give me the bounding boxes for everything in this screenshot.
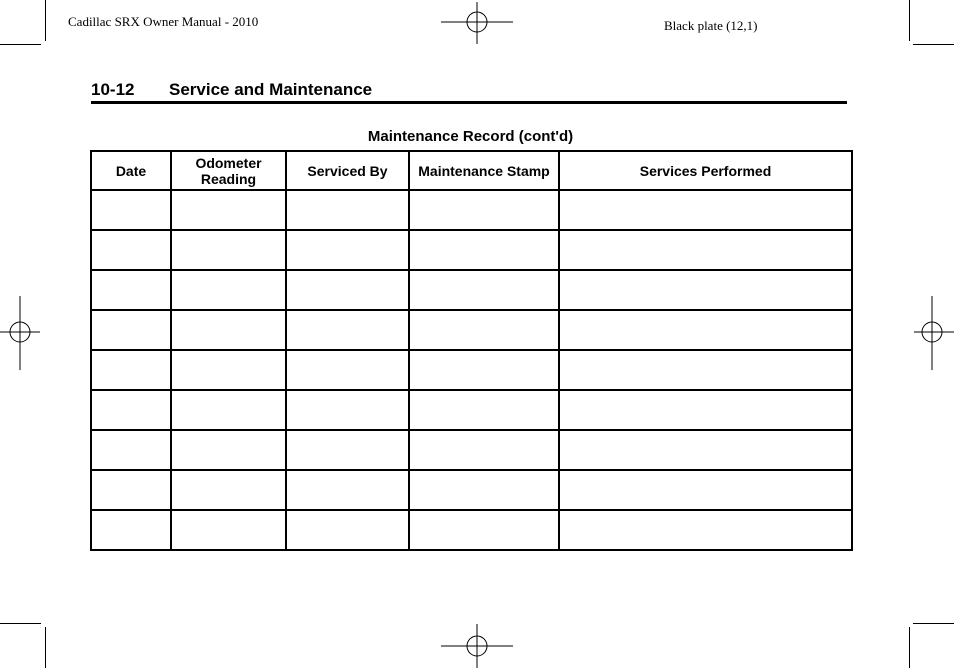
serviced-by-cell bbox=[286, 510, 409, 550]
maintenance-stamp-cell bbox=[409, 230, 559, 270]
section-heading bbox=[91, 80, 372, 100]
table-row bbox=[91, 390, 852, 430]
maintenance-stamp-cell bbox=[409, 270, 559, 310]
odometer-cell bbox=[171, 470, 286, 510]
column-header-date: Date bbox=[91, 151, 171, 190]
odometer-cell bbox=[171, 190, 286, 230]
services-performed-cell bbox=[559, 230, 852, 270]
odometer-cell bbox=[171, 310, 286, 350]
serviced-by-cell bbox=[286, 350, 409, 390]
table-row bbox=[91, 230, 852, 270]
table-body bbox=[91, 190, 852, 550]
services-performed-cell bbox=[559, 270, 852, 310]
services-performed-cell bbox=[559, 470, 852, 510]
maintenance-stamp-cell bbox=[409, 390, 559, 430]
table-row bbox=[91, 470, 852, 510]
table-header-row bbox=[91, 151, 852, 190]
section-title: Service and Maintenance bbox=[169, 80, 373, 99]
date-cell bbox=[91, 350, 171, 390]
date-cell bbox=[91, 390, 171, 430]
maintenance-stamp-cell bbox=[409, 470, 559, 510]
section-number: 10-12 bbox=[91, 80, 135, 99]
date-cell bbox=[91, 470, 171, 510]
maintenance-stamp-cell bbox=[409, 430, 559, 470]
column-header-serviced-by: Serviced By bbox=[286, 151, 409, 190]
section-rule bbox=[91, 101, 847, 104]
odometer-cell bbox=[171, 350, 286, 390]
table-caption: Maintenance Record (cont'd) bbox=[367, 128, 574, 145]
registration-mark-icon bbox=[441, 624, 515, 668]
serviced-by-cell bbox=[286, 230, 409, 270]
table-row bbox=[91, 510, 852, 550]
services-performed-cell bbox=[559, 390, 852, 430]
services-performed-cell bbox=[559, 190, 852, 230]
services-performed-cell bbox=[559, 310, 852, 350]
column-header-services-performed: Services Performed bbox=[559, 151, 852, 190]
serviced-by-cell bbox=[286, 310, 409, 350]
crop-mark bbox=[913, 44, 954, 45]
date-cell bbox=[91, 510, 171, 550]
serviced-by-cell bbox=[286, 390, 409, 430]
manual-title: Cadillac SRX Owner Manual - 2010 bbox=[68, 14, 259, 29]
table-row bbox=[91, 430, 852, 470]
registration-mark-icon bbox=[912, 296, 954, 370]
table-row bbox=[91, 350, 852, 390]
odometer-cell bbox=[171, 390, 286, 430]
serviced-by-cell bbox=[286, 270, 409, 310]
plate-info: Black plate (12,1) bbox=[664, 18, 758, 33]
odometer-cell bbox=[171, 230, 286, 270]
date-cell bbox=[91, 230, 171, 270]
maintenance-record-table bbox=[90, 150, 853, 551]
maintenance-stamp-cell bbox=[409, 310, 559, 350]
maintenance-stamp-cell bbox=[409, 350, 559, 390]
crop-mark bbox=[909, 627, 910, 668]
crop-mark bbox=[913, 623, 954, 624]
column-header-maintenance-stamp: Maintenance Stamp bbox=[409, 151, 559, 190]
table-row bbox=[91, 190, 852, 230]
table-row bbox=[91, 270, 852, 310]
crop-mark bbox=[45, 0, 46, 41]
crop-mark bbox=[45, 627, 46, 668]
odometer-cell bbox=[171, 270, 286, 310]
serviced-by-cell bbox=[286, 430, 409, 470]
odometer-cell bbox=[171, 510, 286, 550]
table-row bbox=[91, 310, 852, 350]
maintenance-stamp-cell bbox=[409, 510, 559, 550]
registration-mark-icon bbox=[0, 296, 42, 370]
column-header-odometer-label: Odometer Reading bbox=[195, 154, 262, 187]
serviced-by-cell bbox=[286, 470, 409, 510]
services-performed-cell bbox=[559, 510, 852, 550]
odometer-cell bbox=[171, 430, 286, 470]
date-cell bbox=[91, 310, 171, 350]
crop-mark bbox=[0, 623, 41, 624]
date-cell bbox=[91, 430, 171, 470]
services-performed-cell bbox=[559, 350, 852, 390]
maintenance-stamp-cell bbox=[409, 190, 559, 230]
registration-mark-icon bbox=[441, 2, 515, 46]
date-cell bbox=[91, 270, 171, 310]
services-performed-cell bbox=[559, 430, 852, 470]
crop-mark bbox=[909, 0, 910, 41]
date-cell bbox=[91, 190, 171, 230]
column-header-odometer bbox=[171, 151, 286, 190]
serviced-by-cell bbox=[286, 190, 409, 230]
crop-mark bbox=[0, 44, 41, 45]
